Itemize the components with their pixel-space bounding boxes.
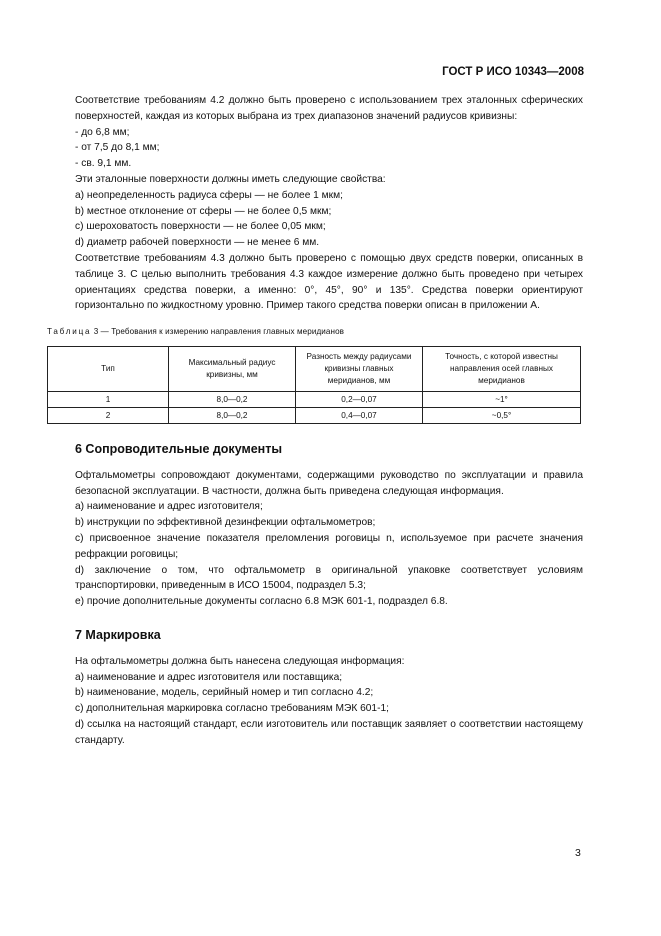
range-item: - до 6,8 мм; — [75, 126, 130, 138]
section-6-item: a) наименование и адрес изготовителя; — [75, 501, 263, 513]
section-6-item: e) прочие дополнительные документы согласно 6.8 МЭК 601-1, подраздел 6.8. — [75, 596, 448, 608]
section-7-item: c) дополнительная маркировка согласно требованиям МЭК 601-1; — [75, 703, 389, 715]
page-number: 3 — [575, 847, 581, 859]
ranges-list — [75, 125, 583, 172]
table-cell: 0,2—0,07 — [296, 391, 423, 407]
section-6-list — [75, 499, 583, 610]
intro-paragraph-3: Соответствие требованиям 4.3 должно быть проверено с помощью двух средств поверки, описанных в таблице 3. С целью выполнить требования 4.3 каждое измерение должно быть проведено при четырех ориентациях средства поверки, а именно: 0°, 45°, 90° и 135°. Средства поверки ориентируют горизонтально по жидкостному уровню. Пример такого средства поверки описан в приложении А. — [75, 252, 583, 312]
table-cell: 2 — [48, 407, 169, 423]
table-caption-word: Таблица — [47, 327, 92, 337]
property-item: b) местное отклонение от сферы — не более 0,5 мкм; — [75, 205, 332, 217]
section-7-paragraph: На офтальмометры должна быть нанесена следующая информация: — [75, 655, 405, 667]
table-header-cell: Тип — [48, 346, 169, 391]
table-row — [48, 391, 581, 407]
property-item: a) неопределенность радиуса сферы — не более 1 мкм; — [75, 189, 343, 201]
section-7-list — [75, 670, 583, 749]
property-item: c) шероховатость поверхности — не более 0,05 мкм; — [75, 221, 326, 233]
table-cell: 8,0—0,2 — [169, 407, 296, 423]
table-cell: 8,0—0,2 — [169, 391, 296, 407]
section-7-item: b) наименование, модель, серийный номер и тип согласно 4.2; — [75, 687, 374, 699]
table-header-cell: Максимальный радиус кривизны, мм — [169, 346, 296, 391]
table-caption — [47, 324, 583, 340]
table-cell: 0,4—0,07 — [296, 407, 423, 423]
properties-list — [75, 188, 583, 251]
range-item: - от 7,5 до 8,1 мм; — [75, 142, 160, 154]
table-caption-text: 3 — Требования к измерению направления главных меридианов — [93, 327, 345, 337]
table-header-cell: Разность между радиусами кривизны главных меридианов, мм — [296, 346, 423, 391]
table-header-row — [48, 346, 581, 391]
section-6-paragraph: Офтальмометры сопровождают документами, содержащими руководство по эксплуатации и правила безопасной эксплуатации. В частности, должна быть приведена следующая информация. — [75, 469, 583, 497]
section-7-item: a) наименование и адрес изготовителя или поставщика; — [75, 671, 343, 683]
table-cell: 1 — [48, 391, 169, 407]
section-6-item: b) инструкции по эффективной дезинфекции офтальмометров; — [75, 517, 376, 529]
page-content — [47, 93, 583, 749]
table-cell: ~1° — [423, 391, 581, 407]
intro-paragraph-2: Эти эталонные поверхности должны иметь следующие свойства: — [75, 173, 386, 185]
section-6-title: 6 Сопроводительные документы — [75, 441, 283, 456]
section-6-item: d) заключение о том, что офтальмометр в оригинальной упаковке соответствует условиям транспортировки, приведенным в ИСО 15004, подраздел 5.3; — [75, 564, 583, 592]
table-header-cell: Точность, с которой известны направления осей главных меридианов — [423, 346, 581, 391]
range-item: - св. 9,1 мм. — [75, 158, 132, 170]
table-cell: ~0,5° — [423, 407, 581, 423]
intro-paragraph-1: Соответствие требованиям 4.2 должно быть проверено с использованием трех эталонных сферических поверхностей, каждая из которых выбрана из трех диапазонов значений радиусов кривизны: — [75, 95, 583, 122]
section-7-title: 7 Маркировка — [75, 627, 161, 642]
section-6-item: c) присвоенное значение показателя преломления роговицы n, используемое при расчете значения рефракции роговицы; — [75, 532, 583, 560]
section-7-item: d) ссылка на настоящий стандарт, если изготовитель или поставщик заявляет о соответствии настоящему стандарту. — [75, 718, 583, 746]
standard-header: ГОСТ Р ИСО 10343—2008 — [442, 66, 584, 78]
requirements-table — [47, 346, 581, 424]
property-item: d) диаметр рабочей поверхности — не менее 6 мм. — [75, 237, 320, 249]
table-row — [48, 407, 581, 423]
